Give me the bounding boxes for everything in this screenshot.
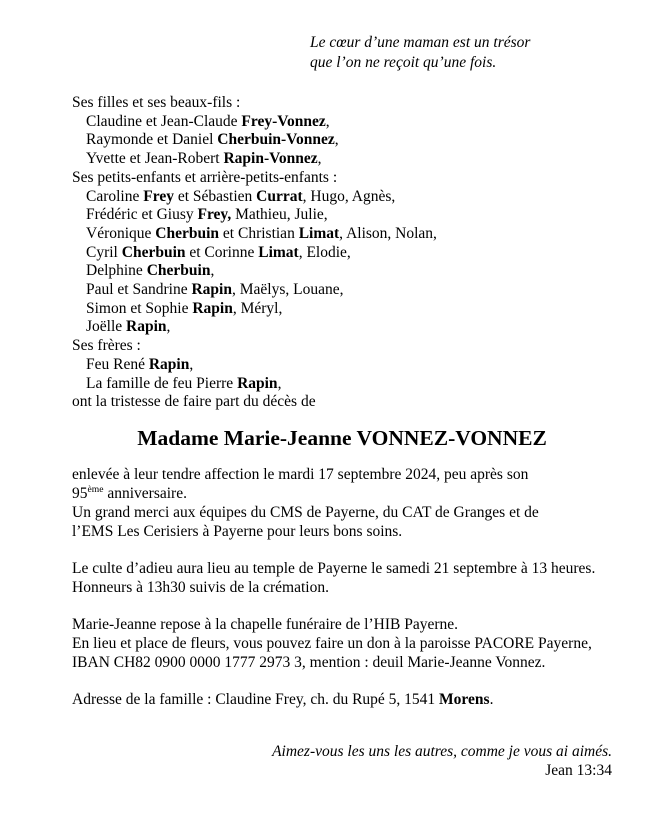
bold-text: Cherbuin-Vonnez bbox=[217, 131, 335, 149]
text-run: En lieu et place de fleurs, vous pouvez faire un don à la paroisse PACORE Payerne, bbox=[72, 634, 592, 652]
text-run: Ses frères : bbox=[72, 337, 141, 355]
text-line bbox=[72, 559, 612, 578]
text-line bbox=[72, 94, 612, 113]
text-line bbox=[72, 188, 612, 207]
text-line bbox=[72, 522, 612, 541]
text-line bbox=[72, 578, 612, 597]
bold-text: Frey bbox=[143, 187, 174, 205]
text-run: Simon et Sophie bbox=[86, 299, 193, 317]
closing-block bbox=[72, 742, 612, 781]
bold-text: Frey-Vonnez bbox=[241, 112, 326, 130]
text-run: Joëlle bbox=[86, 318, 127, 336]
text-run: Caroline bbox=[86, 187, 144, 205]
bold-text: Rapin bbox=[148, 355, 190, 373]
bold-text: Cherbuin bbox=[146, 262, 211, 280]
text-line bbox=[72, 206, 612, 225]
text-run: , Maëlys, Louane, bbox=[231, 281, 344, 299]
bold-text: Frey, bbox=[197, 206, 232, 224]
text-run: Claudine et Jean-Claude bbox=[86, 112, 242, 130]
text-run: Honneurs à 13h30 suivis de la crémation. bbox=[72, 578, 329, 596]
epigraph bbox=[310, 33, 612, 73]
text-line bbox=[72, 318, 612, 337]
bold-text: Rapin bbox=[191, 281, 232, 299]
text-run: , Elodie, bbox=[298, 243, 351, 261]
text-run: Un grand merci aux équipes du CMS de Payerne, du CAT de Granges et de bbox=[72, 503, 539, 521]
text-line bbox=[72, 465, 612, 484]
bold-text: Currat bbox=[256, 187, 303, 205]
text-run: et Sébastien bbox=[173, 187, 257, 205]
text-run: La famille de feu Pierre bbox=[86, 374, 238, 392]
text-line bbox=[72, 634, 612, 653]
text-run: enlevée à leur tendre affection le mardi 17 septembre 2024, peu après son bbox=[72, 465, 529, 483]
text-line bbox=[72, 150, 612, 169]
bold-text: Rapin-Vonnez bbox=[223, 150, 318, 168]
bible-reference: Jean 13:34 bbox=[545, 762, 612, 780]
text-line bbox=[72, 131, 612, 150]
bold-text: Cherbuin bbox=[121, 243, 186, 261]
superscript-text: ème bbox=[87, 483, 104, 495]
text-run: et Christian bbox=[219, 224, 299, 242]
text-line bbox=[72, 653, 612, 672]
text-run: Yvette et Jean-Robert bbox=[86, 150, 224, 168]
text-run: , bbox=[325, 112, 330, 130]
text-line bbox=[72, 281, 612, 300]
text-line bbox=[72, 300, 612, 319]
text-line bbox=[72, 337, 612, 356]
family-list bbox=[72, 94, 612, 412]
text-run: , Alison, Nolan, bbox=[339, 224, 437, 242]
text-run: ont la tristesse de faire part du décès de bbox=[72, 393, 316, 411]
closing-quote: Aimez-vous les uns les autres, comme je vous ai aimés. bbox=[272, 742, 612, 760]
text-run: , bbox=[277, 374, 282, 392]
text-run: , Hugo, Agnès, bbox=[302, 187, 396, 205]
epigraph-line: Le cœur d’une maman est un trésor bbox=[310, 34, 531, 51]
donation-paragraph bbox=[72, 615, 612, 672]
text-run: et Corinne bbox=[185, 243, 259, 261]
text-run: Mathieu, Julie, bbox=[231, 206, 328, 224]
text-run: Frédéric et Giusy bbox=[86, 206, 198, 224]
ceremony-paragraph bbox=[72, 559, 612, 597]
text-line bbox=[72, 503, 612, 522]
text-run: Raymonde et Daniel bbox=[86, 131, 218, 149]
text-run: 95 bbox=[72, 484, 88, 502]
bold-text: Rapin bbox=[126, 318, 167, 336]
bold-text: Limat bbox=[298, 224, 340, 242]
text-run: Ses filles et ses beaux-fils : bbox=[72, 94, 241, 111]
text-line bbox=[72, 169, 612, 188]
text-run: , Méryl, bbox=[232, 299, 283, 317]
bold-text: Rapin bbox=[192, 299, 233, 317]
text-run: Cyril bbox=[86, 243, 122, 261]
announcement-paragraph bbox=[72, 465, 612, 541]
family-address-paragraph bbox=[72, 690, 612, 709]
text-run: , bbox=[334, 131, 339, 149]
bold-text: Morens bbox=[439, 690, 490, 708]
text-run: Ses petits-enfants et arrière-petits-enfants : bbox=[72, 168, 338, 186]
bold-text: Limat bbox=[258, 243, 299, 261]
text-line bbox=[72, 262, 612, 281]
text-run: , bbox=[166, 318, 171, 336]
text-run: Feu René bbox=[86, 355, 149, 373]
text-run: anniversaire. bbox=[103, 484, 187, 502]
text-line bbox=[72, 615, 612, 634]
text-run: Marie-Jeanne repose à la chapelle funéraire de l’HIB Payerne. bbox=[72, 615, 459, 633]
epigraph-line: que l’on ne reçoit qu’une fois. bbox=[310, 54, 497, 71]
bold-text: Rapin bbox=[237, 374, 278, 392]
text-run: Le culte d’adieu aura lieu au temple de Payerne le samedi 21 septembre à 13 heures. bbox=[72, 559, 596, 577]
text-line bbox=[72, 225, 612, 244]
text-run: . bbox=[489, 690, 494, 708]
text-line bbox=[72, 393, 612, 412]
text-run: , bbox=[189, 355, 194, 373]
bold-text: Cherbuin bbox=[155, 224, 220, 242]
deceased-name-title: Madame Marie-Jeanne VONNEZ-VONNEZ bbox=[137, 425, 547, 450]
text-line bbox=[72, 484, 612, 503]
text-line bbox=[72, 244, 612, 263]
text-run: Paul et Sandrine bbox=[86, 281, 192, 299]
text-run: Adresse de la famille : Claudine Frey, ch. du Rupé 5, 1541 bbox=[72, 690, 440, 708]
text-run: IBAN CH82 0900 0000 1777 2973 3, mention : deuil Marie-Jeanne Vonnez. bbox=[72, 653, 546, 671]
text-line bbox=[72, 113, 612, 132]
text-run: , bbox=[317, 150, 322, 168]
text-line bbox=[72, 690, 612, 709]
text-run: Véronique bbox=[86, 224, 156, 242]
text-line bbox=[72, 356, 612, 375]
text-run: Delphine bbox=[86, 262, 147, 280]
text-run: l’EMS Les Cerisiers à Payerne pour leurs bons soins. bbox=[72, 522, 403, 540]
text-line bbox=[72, 375, 612, 394]
text-run: , bbox=[210, 262, 215, 280]
